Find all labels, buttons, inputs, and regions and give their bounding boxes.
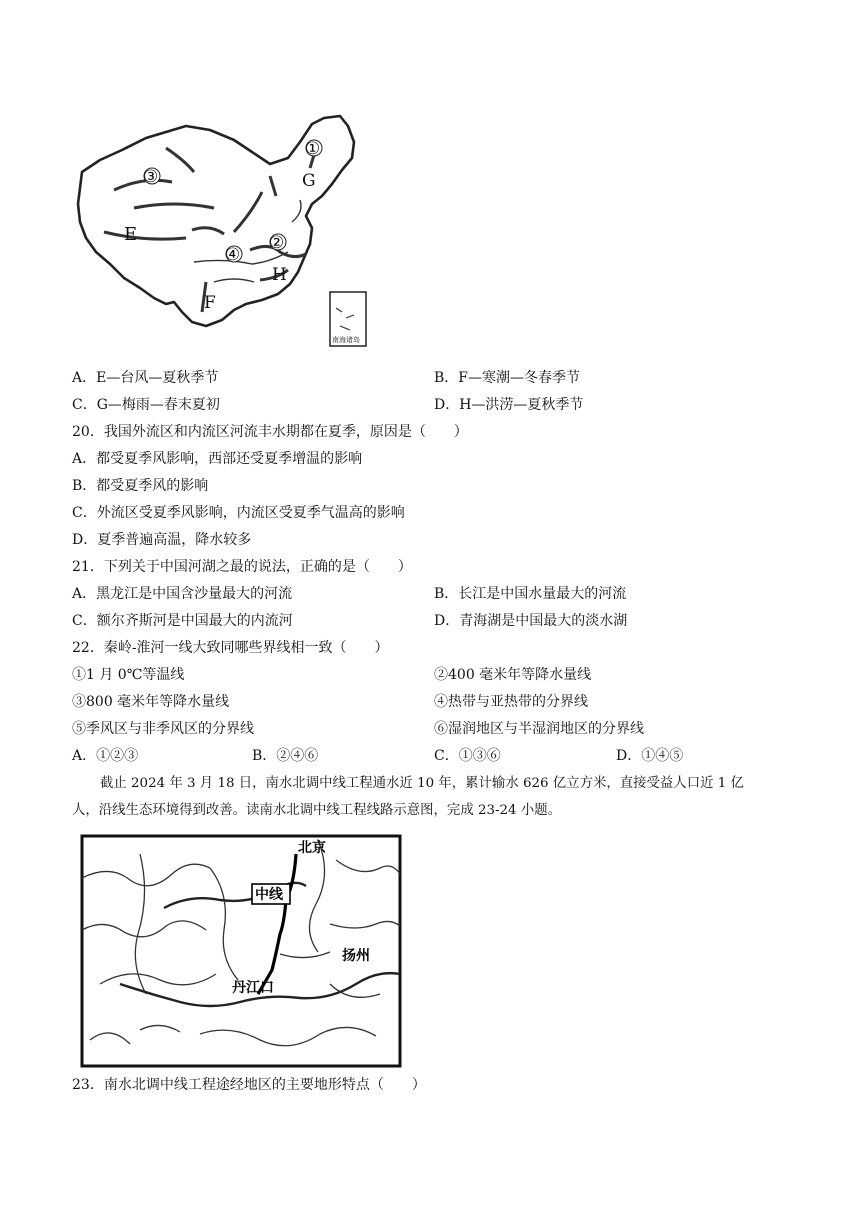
q22-option-b: B．②④⑥ xyxy=(252,748,319,764)
q21-option-a: A．黑龙江是中国含沙量最大的河流 xyxy=(72,586,293,602)
map-label-g: G xyxy=(302,171,316,191)
label-zhongxian: 中线 xyxy=(255,887,283,903)
south-sea-inset-label: 南海诸岛 xyxy=(332,336,360,344)
q22-item-1: ①1 月 0℃等温线 xyxy=(72,667,185,683)
q22-stem: 22．秦岭-淮河一线大致同哪些界线相一致（ ） xyxy=(72,640,389,656)
q22-item-3: ③800 毫米年等降水量线 xyxy=(72,694,230,710)
q22-option-d: D．①④⑤ xyxy=(616,748,684,764)
q22-item-4: ④热带与亚热带的分界线 xyxy=(434,694,588,710)
q21-option-d: D．青海湖是中国最大的淡水湖 xyxy=(434,613,628,629)
q23-stem: 23．南水北调中线工程途经地区的主要地形特点（ ） xyxy=(72,1077,426,1093)
q19-option-d: D．H—洪涝—夏秋季节 xyxy=(434,397,584,413)
map-label-4: ④ xyxy=(225,245,241,265)
q22-item-2: ②400 毫米年等降水量线 xyxy=(434,667,592,683)
q22-item-6: ⑥湿润地区与半湿润地区的分界线 xyxy=(434,721,644,737)
q22-option-a: A．①②③ xyxy=(72,748,139,764)
water-diversion-map-figure xyxy=(80,834,402,1068)
passage-line-1: 截止 2024 年 3 月 18 日，南水北调中线工程通水近 10 年，累计输水 626 亿立方米，直接受益人口近 1 亿 xyxy=(100,776,744,791)
label-yangzhou: 扬州 xyxy=(342,948,370,964)
q19-option-b: B．F—寒潮—冬春季节 xyxy=(434,370,581,386)
map-label-2: ② xyxy=(269,233,285,253)
q20-option-c: C．外流区受夏季风影响，内流区受夏季气温高的影响 xyxy=(72,505,405,521)
q20-option-d: D．夏季普遍高温，降水较多 xyxy=(72,532,252,548)
q19-option-c: C．G—梅雨—春末夏初 xyxy=(72,397,220,413)
q20-stem: 20．我国外流区和内流区河流丰水期都在夏季，原因是（ ） xyxy=(72,424,468,440)
q21-option-c: C．额尔齐斯河是中国最大的内流河 xyxy=(72,613,293,629)
map-label-e: E xyxy=(124,224,138,245)
passage-line-2: 人，沿线生态环境得到改善。读南水北调中线工程线路示意图，完成 23-24 小题。 xyxy=(72,803,562,818)
label-beijing: 北京 xyxy=(298,840,326,856)
map-label-h: H xyxy=(272,265,287,285)
map-label-f: F xyxy=(204,293,216,313)
map-label-1: ① xyxy=(305,139,321,159)
q20-option-b: B．都受夏季风的影响 xyxy=(72,478,209,494)
label-danjiangkou: 丹江口 xyxy=(232,980,274,996)
q21-option-b: B．长江是中国水量最大的河流 xyxy=(434,586,627,602)
q19-option-a: A．E—台风—夏秋季节 xyxy=(72,370,219,386)
q22-item-5: ⑤季风区与非季风区的分界线 xyxy=(72,721,254,737)
q22-option-c: C．①③⑥ xyxy=(434,748,501,764)
q21-stem: 21．下列关于中国河湖之最的说法，正确的是（ ） xyxy=(72,559,412,575)
q20-option-a: A．都受夏季风影响，西部还受夏季增温的影响 xyxy=(72,451,363,467)
china-map-figure xyxy=(74,112,374,352)
map-label-3: ③ xyxy=(143,167,159,187)
